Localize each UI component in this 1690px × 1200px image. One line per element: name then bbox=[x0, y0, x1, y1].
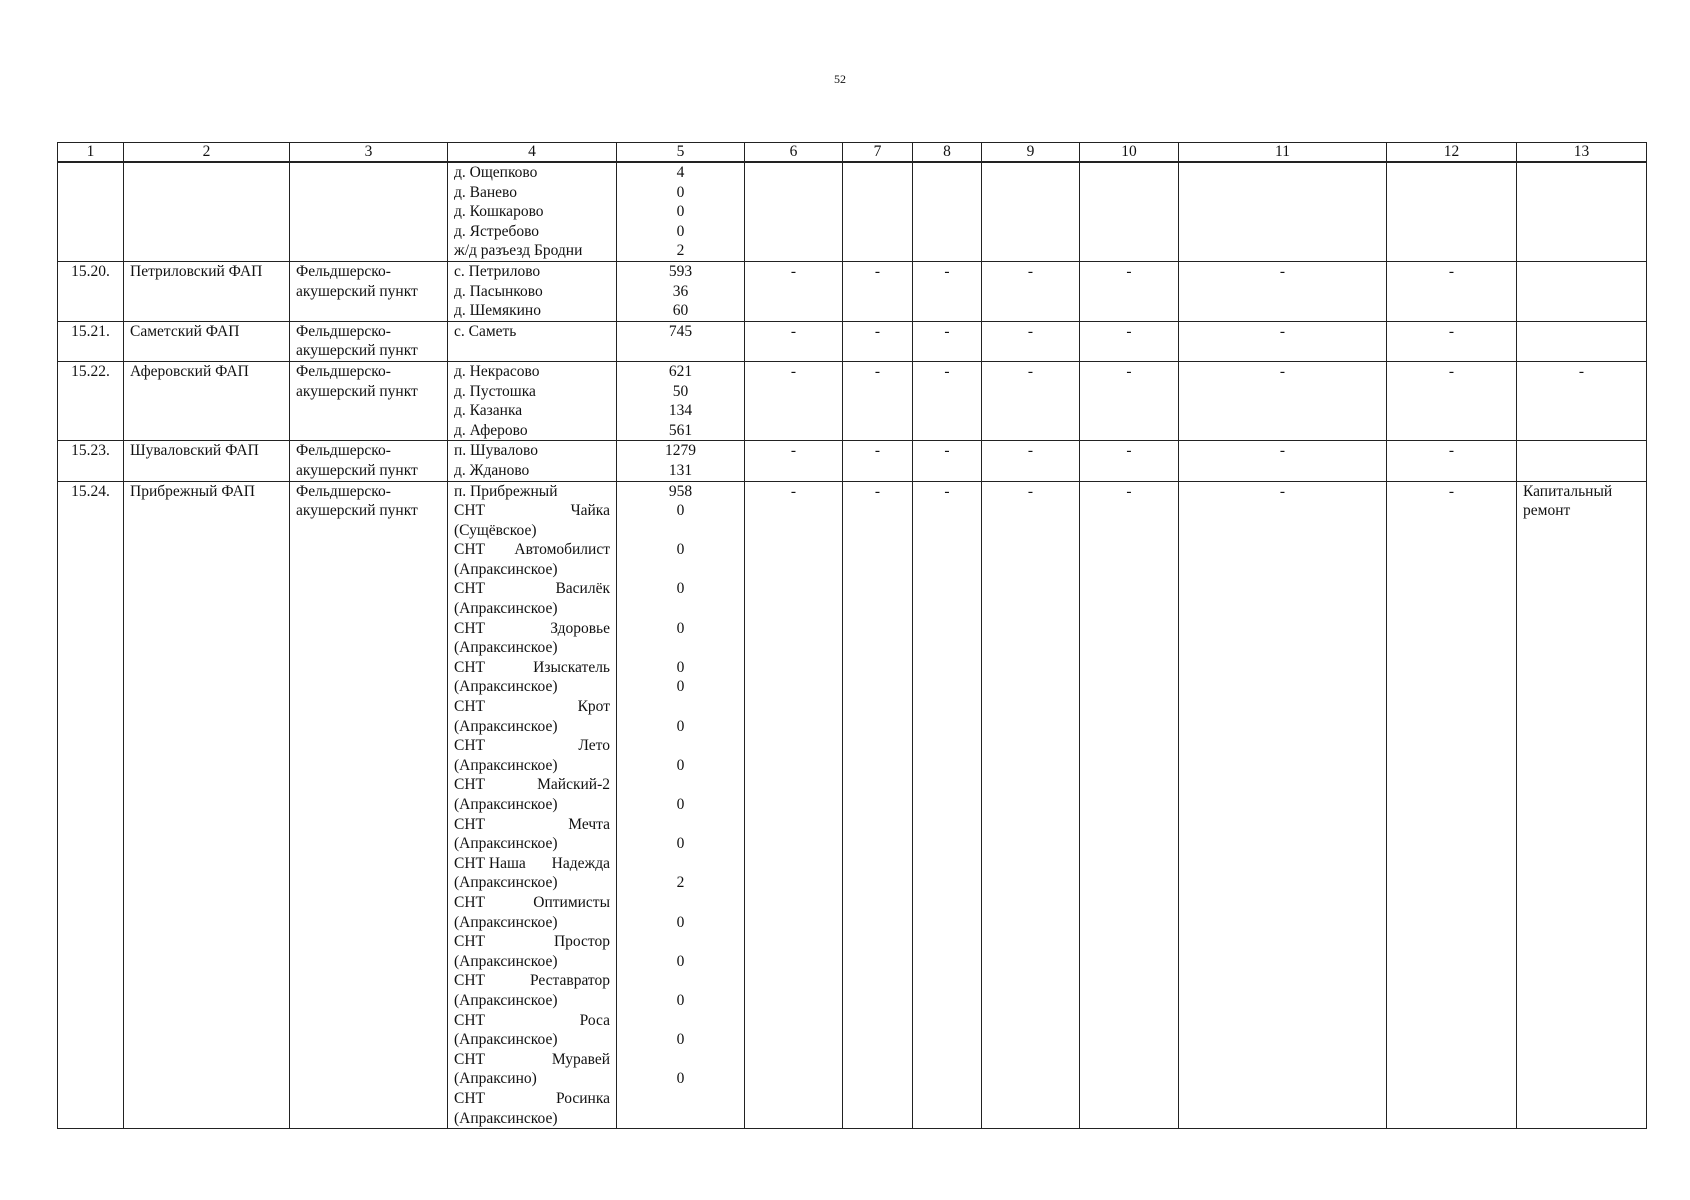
snt-name-line bbox=[454, 775, 610, 795]
status-cell: - bbox=[843, 261, 913, 321]
snt-name-line bbox=[454, 658, 610, 678]
facility-type-cell bbox=[290, 481, 448, 1129]
status-cell: - bbox=[913, 481, 982, 1129]
snt-district: (Апраксинское) bbox=[454, 678, 558, 696]
status-cell: - bbox=[1387, 441, 1517, 481]
note-cell: - bbox=[1517, 361, 1647, 440]
note-cell bbox=[1517, 261, 1647, 321]
table-row bbox=[58, 441, 1647, 481]
column-header: 3 bbox=[290, 143, 448, 163]
status-cell bbox=[982, 162, 1080, 261]
snt-word: Мечта bbox=[568, 815, 610, 833]
population-cell bbox=[617, 441, 745, 481]
column-header: 10 bbox=[1080, 143, 1179, 163]
page-number: 52 bbox=[834, 72, 846, 86]
row-number-cell bbox=[58, 162, 124, 261]
facility-name-cell bbox=[124, 162, 290, 261]
row-number-cell: 15.24. bbox=[58, 481, 124, 1129]
row-number-cell: 15.23. bbox=[58, 441, 124, 481]
status-cell bbox=[843, 162, 913, 261]
population-value: 0 bbox=[676, 991, 685, 1009]
facility-name-cell: Аферовский ФАП bbox=[124, 361, 290, 440]
snt-word: Чайка bbox=[570, 502, 610, 520]
status-cell: - bbox=[1179, 361, 1387, 440]
snt-prefix: СНТ bbox=[454, 815, 485, 833]
table-row bbox=[58, 162, 1647, 261]
population-value: 0 bbox=[676, 203, 685, 221]
population-cell bbox=[617, 162, 745, 261]
note-cell: Капитальный ремонт bbox=[1517, 481, 1647, 1129]
population-value: 0 bbox=[676, 1070, 685, 1088]
snt-word: Надежда bbox=[551, 854, 610, 872]
population-value: 593 bbox=[668, 262, 693, 280]
table-row bbox=[58, 361, 1647, 440]
column-header: 7 bbox=[843, 143, 913, 163]
snt-district: (Апраксинское) bbox=[454, 874, 558, 892]
location-name: д. Пасынково bbox=[454, 282, 543, 300]
status-cell: - bbox=[1387, 321, 1517, 361]
status-cell: - bbox=[913, 441, 982, 481]
location-name: д. Казанка bbox=[454, 402, 523, 420]
population-value: 0 bbox=[676, 678, 685, 696]
population-spacer bbox=[623, 815, 738, 835]
column-header: 12 bbox=[1387, 143, 1517, 163]
status-cell: - bbox=[913, 321, 982, 361]
location-name: п. Шувалово bbox=[454, 442, 539, 460]
status-cell: - bbox=[745, 441, 843, 481]
status-cell: - bbox=[745, 481, 843, 1129]
snt-word: Автомобилист bbox=[514, 541, 610, 559]
status-cell: - bbox=[1080, 441, 1179, 481]
status-cell: - bbox=[745, 361, 843, 440]
column-header: 8 bbox=[913, 143, 982, 163]
snt-district: (Апраксинское) bbox=[454, 560, 558, 578]
population-value: 0 bbox=[676, 502, 685, 520]
snt-prefix: СНТ bbox=[454, 1050, 485, 1068]
status-cell: - bbox=[913, 261, 982, 321]
status-cell: - bbox=[1179, 481, 1387, 1129]
snt-word: Роса bbox=[579, 1011, 610, 1029]
status-cell: - bbox=[1179, 441, 1387, 481]
status-cell bbox=[1080, 162, 1179, 261]
snt-word: Майский-2 bbox=[537, 776, 610, 794]
note-cell bbox=[1517, 441, 1647, 481]
snt-district: (Апраксинское) bbox=[454, 1109, 558, 1127]
status-cell: - bbox=[843, 361, 913, 440]
facility-type-line: акушерский пункт bbox=[296, 502, 418, 520]
population-value: 0 bbox=[676, 183, 685, 201]
population-value: 131 bbox=[668, 461, 693, 479]
facility-type-line: акушерский пункт bbox=[296, 342, 418, 360]
snt-prefix: СНТ bbox=[454, 698, 485, 716]
population-value: 0 bbox=[676, 541, 685, 559]
population-value: 0 bbox=[676, 952, 685, 970]
snt-district: (Апраксинское) bbox=[454, 952, 558, 970]
status-cell bbox=[1387, 162, 1517, 261]
column-header: 6 bbox=[745, 143, 843, 163]
status-cell: - bbox=[843, 481, 913, 1129]
facility-name-cell: Саметский ФАП bbox=[124, 321, 290, 361]
status-cell: - bbox=[843, 321, 913, 361]
location-name: д. Кошкарово bbox=[454, 203, 544, 221]
population-value: 0 bbox=[676, 580, 685, 598]
snt-word: Крот bbox=[577, 698, 610, 716]
population-value: 134 bbox=[668, 402, 693, 420]
population-spacer bbox=[623, 521, 738, 541]
population-value: 60 bbox=[672, 302, 689, 320]
snt-district: (Апраксино) bbox=[454, 1070, 537, 1088]
snt-name-line bbox=[454, 932, 610, 952]
facility-type-cell bbox=[290, 441, 448, 481]
column-header: 13 bbox=[1517, 143, 1647, 163]
population-spacer bbox=[623, 854, 738, 874]
status-cell: - bbox=[1080, 261, 1179, 321]
status-cell: - bbox=[1080, 321, 1179, 361]
snt-prefix: СНТ bbox=[454, 972, 485, 990]
snt-word: Муравей bbox=[551, 1050, 610, 1068]
population-value: 2 bbox=[676, 242, 685, 260]
facility-type-cell bbox=[290, 361, 448, 440]
facility-name-cell: Петриловский ФАП bbox=[124, 261, 290, 321]
status-cell: - bbox=[982, 361, 1080, 440]
population-value: 0 bbox=[676, 619, 685, 637]
location-name: п. Прибрежный bbox=[454, 482, 558, 500]
snt-prefix: СНТ bbox=[454, 619, 485, 637]
facility-type-line: Фельдшерско- bbox=[296, 442, 391, 460]
status-cell: - bbox=[1387, 481, 1517, 1129]
status-cell: - bbox=[913, 361, 982, 440]
location-name: д. Некрасово bbox=[454, 362, 540, 380]
population-value: 0 bbox=[676, 756, 685, 774]
population-spacer bbox=[623, 1011, 738, 1031]
facility-type-line: Фельдшерско- bbox=[296, 362, 391, 380]
snt-name-line bbox=[454, 971, 610, 991]
column-header: 1 bbox=[58, 143, 124, 163]
population-value: 4 bbox=[676, 164, 685, 181]
snt-word: Реставратор bbox=[529, 972, 610, 990]
snt-district: (Апраксинское) bbox=[454, 717, 558, 735]
snt-district: (Апраксинское) bbox=[454, 1031, 558, 1049]
population-cell bbox=[617, 261, 745, 321]
location-name: д. Пустошка bbox=[454, 382, 536, 400]
snt-prefix: СНТ bbox=[454, 737, 485, 755]
table-row bbox=[58, 321, 1647, 361]
facility-name-cell: Шуваловский ФАП bbox=[124, 441, 290, 481]
snt-word: Оптимисты bbox=[533, 893, 610, 911]
population-spacer bbox=[623, 736, 738, 756]
status-cell bbox=[745, 162, 843, 261]
snt-district: (Апраксинское) bbox=[454, 796, 558, 813]
population-spacer bbox=[623, 893, 738, 913]
facility-type-cell bbox=[290, 162, 448, 261]
snt-name-line bbox=[454, 1011, 610, 1031]
population-value: 2 bbox=[676, 874, 685, 892]
status-cell bbox=[1179, 162, 1387, 261]
facility-type-line: Фельдшерско- bbox=[296, 262, 391, 280]
facility-type-line: акушерский пункт bbox=[296, 382, 418, 400]
snt-district: (Апраксинское) bbox=[454, 639, 558, 657]
note-cell bbox=[1517, 162, 1647, 261]
row-number-cell: 15.22. bbox=[58, 361, 124, 440]
population-spacer bbox=[623, 599, 738, 619]
facility-type-line: Фельдшерско- bbox=[296, 482, 391, 500]
population-value: 0 bbox=[676, 835, 685, 853]
row-number-cell: 15.20. bbox=[58, 261, 124, 321]
column-header: 2 bbox=[124, 143, 290, 163]
status-cell bbox=[913, 162, 982, 261]
status-cell: - bbox=[1080, 361, 1179, 440]
snt-word: Росинка bbox=[555, 1089, 610, 1107]
status-cell: - bbox=[982, 261, 1080, 321]
snt-name-line bbox=[454, 619, 610, 639]
population-spacer bbox=[623, 1050, 738, 1070]
population-cell bbox=[617, 361, 745, 440]
snt-district: (Апраксинское) bbox=[454, 835, 558, 853]
status-cell: - bbox=[982, 441, 1080, 481]
status-cell: - bbox=[982, 481, 1080, 1129]
snt-name-line bbox=[454, 854, 610, 874]
snt-prefix: СНТ bbox=[454, 541, 485, 559]
snt-word: Изыскатель bbox=[533, 658, 610, 676]
note-cell bbox=[1517, 321, 1647, 361]
locations-cell bbox=[448, 261, 617, 321]
column-header: 5 bbox=[617, 143, 745, 163]
facility-type-line: акушерский пункт bbox=[296, 282, 418, 300]
snt-name-line bbox=[454, 815, 610, 835]
snt-district: (Апраксинское) bbox=[454, 756, 558, 774]
snt-district: (Апраксинское) bbox=[454, 600, 558, 618]
population-value: 36 bbox=[672, 282, 689, 300]
population-spacer bbox=[623, 697, 738, 717]
snt-name-line bbox=[454, 697, 610, 717]
population-cell bbox=[617, 321, 745, 361]
snt-name-line bbox=[454, 579, 610, 599]
snt-prefix: СНТ bbox=[454, 1011, 485, 1029]
snt-name-line bbox=[454, 501, 610, 521]
population-value: 0 bbox=[676, 796, 685, 813]
snt-district: (Сущёвское) bbox=[454, 521, 537, 539]
population-value: 745 bbox=[668, 322, 693, 340]
location-name: д. Жданово bbox=[454, 461, 530, 479]
row-number-cell: 15.21. bbox=[58, 321, 124, 361]
status-cell: - bbox=[1179, 321, 1387, 361]
facility-type-cell bbox=[290, 261, 448, 321]
population-spacer bbox=[623, 775, 738, 795]
population-value: 0 bbox=[676, 1031, 685, 1049]
population-value: 1279 bbox=[665, 442, 696, 460]
facilities-table bbox=[57, 142, 1647, 1129]
population-value: 958 bbox=[668, 482, 693, 500]
column-header: 11 bbox=[1179, 143, 1387, 163]
table-body bbox=[58, 162, 1647, 1129]
location-name: д. Шемякино bbox=[454, 302, 541, 320]
facility-type-cell bbox=[290, 321, 448, 361]
status-cell: - bbox=[1080, 481, 1179, 1129]
location-name: ж/д разъезд Бродни bbox=[454, 242, 583, 260]
status-cell: - bbox=[843, 441, 913, 481]
status-cell: - bbox=[1387, 361, 1517, 440]
location-name: д. Ястребово bbox=[454, 222, 540, 240]
status-cell: - bbox=[1387, 261, 1517, 321]
table-row bbox=[58, 481, 1647, 1129]
snt-name-line bbox=[454, 1089, 610, 1109]
snt-name-line bbox=[454, 893, 610, 913]
population-spacer bbox=[623, 560, 738, 580]
status-cell: - bbox=[745, 321, 843, 361]
population-spacer bbox=[623, 971, 738, 991]
snt-word: Простор bbox=[553, 933, 610, 951]
locations-cell bbox=[448, 321, 617, 361]
population-cell bbox=[617, 481, 745, 1129]
population-spacer bbox=[623, 1089, 738, 1109]
locations-cell bbox=[448, 162, 617, 261]
location-name: д. Ощепково bbox=[454, 164, 538, 181]
snt-word: Лето bbox=[578, 737, 610, 755]
snt-district: (Апраксинское) bbox=[454, 991, 558, 1009]
population-value: 50 bbox=[672, 382, 689, 400]
snt-prefix: СНТ bbox=[454, 933, 485, 951]
population-value: 561 bbox=[668, 421, 693, 439]
population-spacer bbox=[623, 932, 738, 952]
snt-word: Василёк bbox=[555, 580, 610, 598]
facility-name-cell: Прибрежный ФАП bbox=[124, 481, 290, 1129]
snt-name-line bbox=[454, 540, 610, 560]
population-value: 0 bbox=[676, 913, 685, 931]
location-name: с. Саметь bbox=[454, 322, 517, 340]
snt-district: (Апраксинское) bbox=[454, 913, 558, 931]
snt-prefix: СНТ bbox=[454, 502, 485, 520]
snt-prefix: СНТ bbox=[454, 580, 485, 598]
location-name: д. Аферово bbox=[454, 421, 528, 439]
location-name: с. Петрилово bbox=[454, 262, 541, 280]
status-cell: - bbox=[745, 261, 843, 321]
table-row bbox=[58, 261, 1647, 321]
header-row bbox=[58, 143, 1647, 163]
location-name: д. Ванево bbox=[454, 183, 517, 201]
column-header: 9 bbox=[982, 143, 1080, 163]
population-value: 0 bbox=[676, 717, 685, 735]
snt-word: Здоровье bbox=[550, 619, 610, 637]
population-spacer bbox=[623, 638, 738, 658]
locations-cell bbox=[448, 441, 617, 481]
column-header: 4 bbox=[448, 143, 617, 163]
snt-name-line bbox=[454, 736, 610, 756]
status-cell: - bbox=[982, 321, 1080, 361]
snt-prefix: СНТ Наша bbox=[454, 854, 526, 872]
facility-type-line: акушерский пункт bbox=[296, 461, 418, 479]
facility-type-line: Фельдшерско- bbox=[296, 322, 391, 340]
locations-cell bbox=[448, 361, 617, 440]
population-value: 0 bbox=[676, 222, 685, 240]
status-cell: - bbox=[1179, 261, 1387, 321]
snt-prefix: СНТ bbox=[454, 776, 485, 794]
snt-prefix: СНТ bbox=[454, 658, 485, 676]
population-value: 0 bbox=[676, 658, 685, 676]
snt-name-line bbox=[454, 1050, 610, 1070]
locations-cell bbox=[448, 481, 617, 1129]
population-value: 621 bbox=[668, 362, 693, 380]
snt-prefix: СНТ bbox=[454, 893, 485, 911]
snt-prefix: СНТ bbox=[454, 1089, 485, 1107]
